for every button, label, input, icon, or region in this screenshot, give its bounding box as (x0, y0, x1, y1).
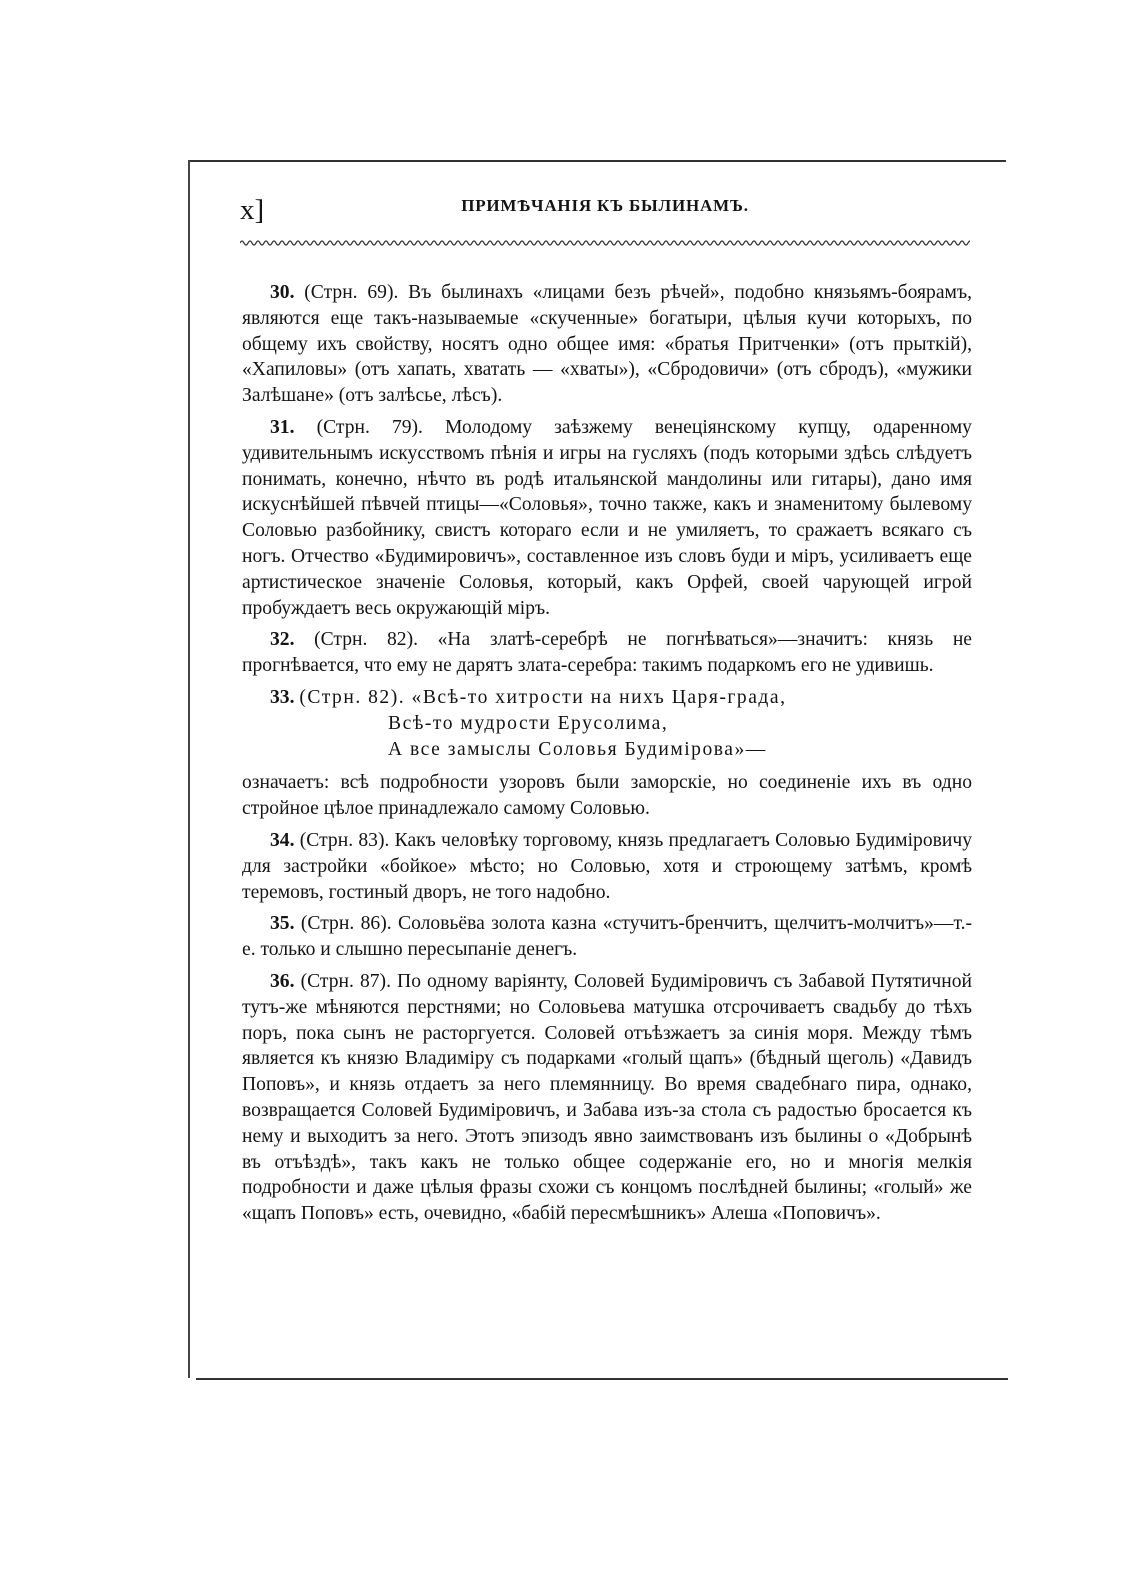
notes-body (242, 280, 972, 1233)
decorative-wavy-rule (240, 236, 970, 250)
note-text: (Стрн. 82). «На златѣ-серебрѣ не погнѣваться»—значитъ: князь не прогнѣвается, что ему не дарятъ злата-серебра: такимъ подаркомъ его не удивишь. (242, 629, 972, 677)
page-frame-left-rule (188, 160, 190, 1378)
note-36 (242, 969, 972, 1227)
note-35 (242, 911, 972, 963)
note-number: 32. (270, 629, 295, 651)
verse-line: А все замыслы Соловья Будимірова»— (388, 738, 767, 760)
note-text: (Стрн. 86). Соловьёва золота казна «стучитъ-бренчитъ, щелчитъ-молчитъ»—т.-е. только и слышно пересыпаніе денегъ. (242, 913, 972, 961)
note-text: (Стрн. 79). Молодому заѣзжему венеціянскому купцу, одаренному удивительнымъ искусствомъ пѣнія и игры на гусляхъ (подъ которыми здѣсь слѣдуетъ понимать, конечно, нѣчто въ родѣ итальянской мандолины или гитары), дано имя искуснѣйшей пѣвчей птицы—«Соловья», точно также, какъ и знаменитому былевому Соловью разбойнику, свистъ котораго если и не умиляетъ, то сражаетъ всякаго съ ногъ. Отчество «Будимировичъ», составленное изъ словъ буди и міръ, усиливаетъ еще артистическое значеніе Соловья, который, какъ Орфей, своей чарующей игрой пробуждаетъ весь окружающій міръ. (242, 416, 972, 619)
page-frame-top-rule (188, 160, 1006, 162)
note-33-continuation: означаетъ: всѣ подробности узоровъ были заморскіе, но соединеніе ихъ въ одно стройное цѣлое принадлежало самому Соловью. (242, 772, 972, 820)
running-title: ПРИМѢЧАНІЯ КЪ БЫЛИНАМЪ. (461, 196, 749, 215)
verse-line: 33. (Стрн. 82). «Всѣ-то хитрости на нихъ Царя-града, (270, 686, 787, 708)
note-text: (Стрн. 83). Какъ человѣку торговому, князь предлагаетъ Соловью Будиміровичу для застройки «бойкое» мѣсто; но Соловью, хотя и строющему затѣмъ, кромѣ теремовъ, гостиный дворъ, не того надобно. (242, 829, 973, 903)
note-31 (242, 415, 972, 621)
note-34 (242, 828, 972, 905)
note-number: 31. (270, 416, 295, 438)
page-number: x] (240, 194, 265, 226)
note-text: (Стрн. 87). По одному варіянту, Соловей Будиміровичъ съ Забавой Путятичной тутъ-же мѣняются перстнями; но Соловьева матушка отсрочиваетъ свадьбу до тѣхъ поръ, пока сынъ не расторгуется. Соловей отъѣзжаетъ за синія моря. Между тѣмъ является къ князю Владиміру съ подарками «голый щапъ» (бѣдный щеголь) «Давидъ Поповъ», и князь отдаетъ за него племянницу. Во время свадебнаго пира, однако, возвращается Соловей Будиміровичъ, и Забава изъ-за стола съ радостью бросается къ нему и выходитъ за него. Этотъ эпизодъ явно заимствованъ изъ былины о «Добрынѣ въ отъѣздѣ», такъ какъ не только общее содержаніе его, но и многія мелкія подробности и даже цѣлыя фразы схожи съ концомъ послѣдней былины; «голый» же «щапъ Поповъ» есть, очевидно, «бабій пересмѣшникъ» Алеша «Поповичъ». (242, 970, 972, 1225)
note-33-verse (242, 685, 972, 762)
note-number: 33. (270, 686, 295, 708)
verse-line: Всѣ-то мудрости Ерусолима, (388, 712, 669, 734)
note-number: 35. (270, 913, 295, 935)
note-30 (242, 280, 972, 409)
note-number: 30. (270, 282, 295, 303)
note-number: 34. (270, 829, 295, 851)
page-header (240, 190, 970, 230)
note-number: 36. (270, 970, 295, 992)
note-32 (242, 627, 972, 679)
page-frame-bottom-rule (196, 1378, 1008, 1380)
note-text: (Стрн. 69). Въ былинахъ «лицами безъ рѣчей», подобно князьямъ-боярамъ, являются еще такъ-называемые «скученные» богатыри, цѣлыя кучи которыхъ, по общему ихъ свойству, носятъ одно общее имя: «братья Притченки» (отъ прыткій), «Хапиловы» (отъ хапать, хватать — «хваты»), «Сбродовичи» (отъ сбродъ), «мужики Залѣшане» (отъ залѣсье, лѣсъ). (242, 282, 972, 407)
